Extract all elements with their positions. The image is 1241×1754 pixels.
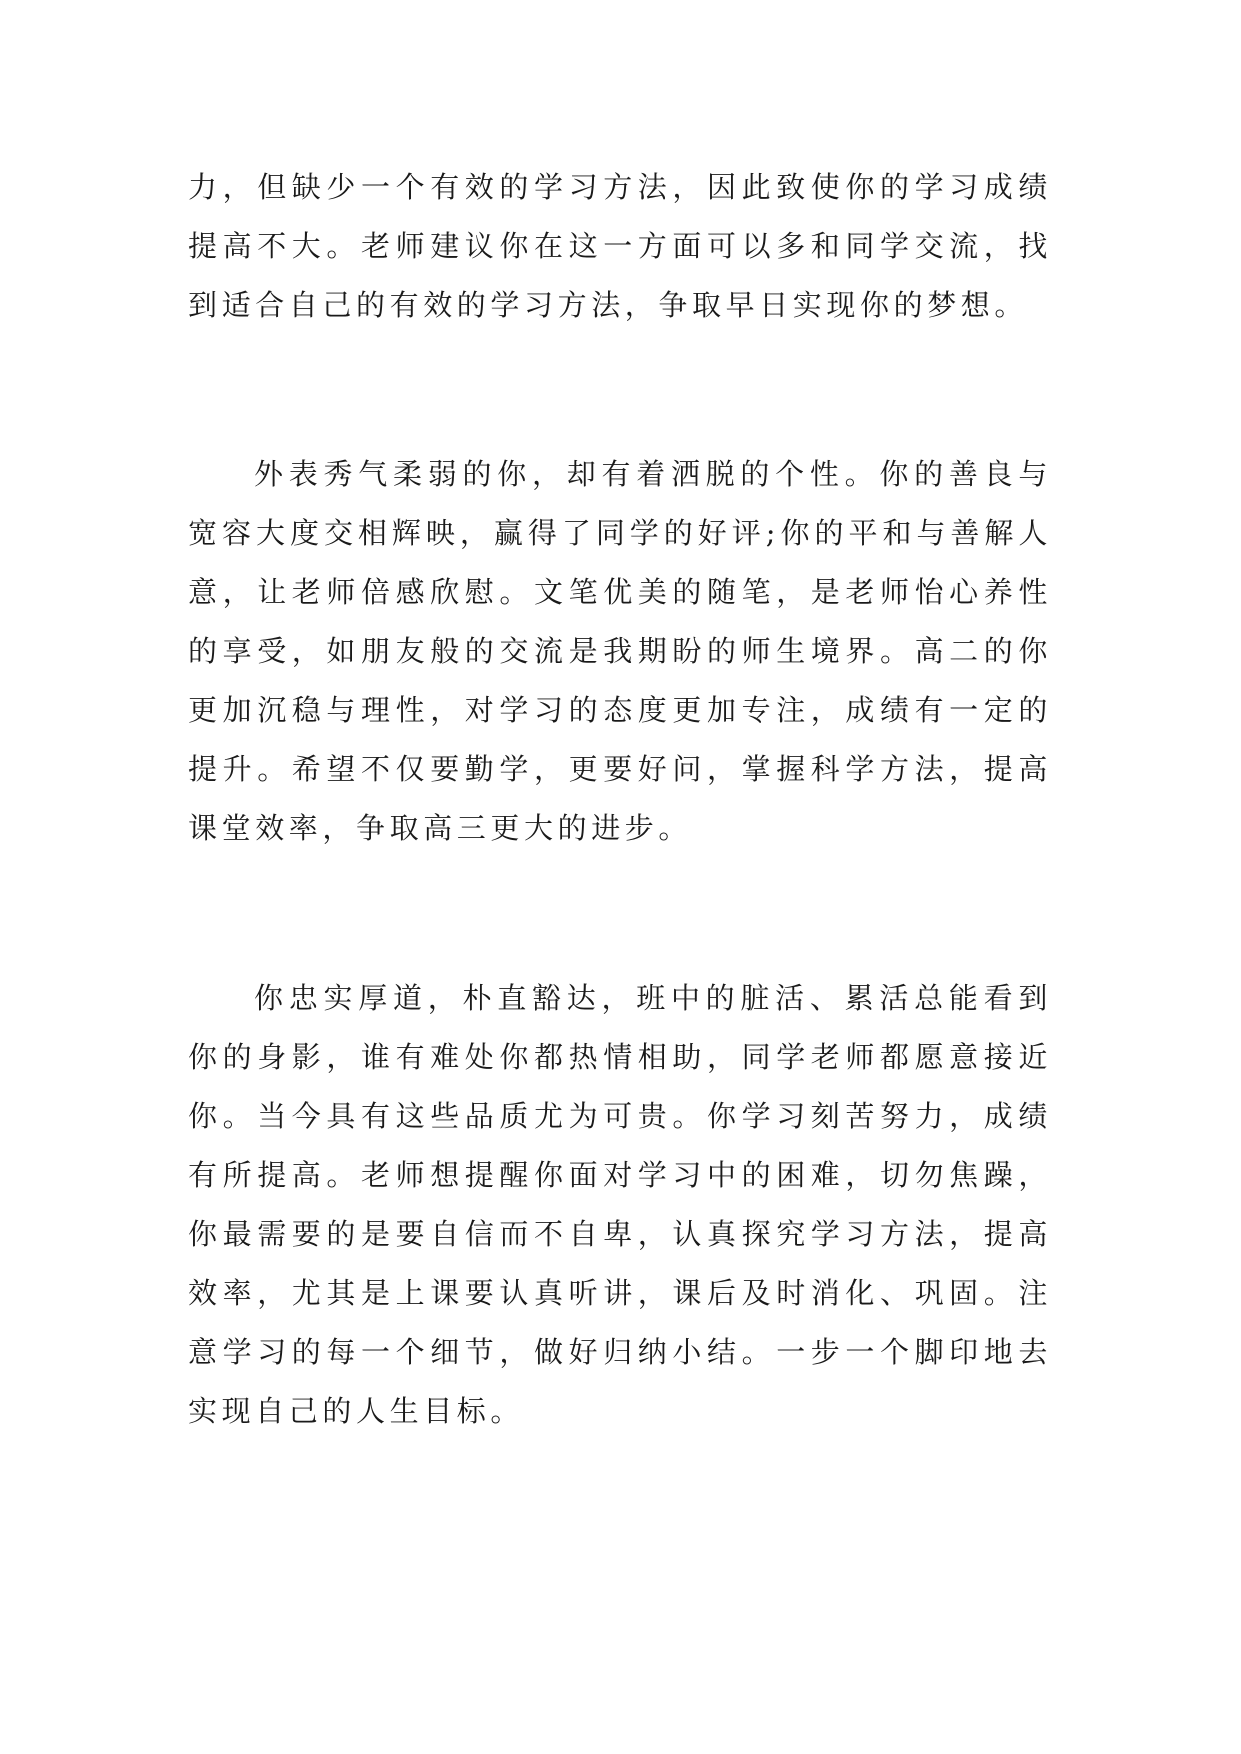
paragraph-comment-2: 外表秀气柔弱的你，却有着洒脱的个性。你的善良与宽容大度交相辉映，赢得了同学的好评;你的平和与善解人意，让老师倍感欣慰。文笔优美的随笔，是老师怡心养性的享受，如朋友般的交流是我期盼的师生境界。高二的你更加沉稳与理性，对学习的态度更加专注，成绩有一定的提升。希望不仅要勤学，更要好问，掌握科学方法，提高课堂效率，争取高三更大的进步。 bbox=[188, 457, 1052, 845]
paragraph-comment-3: 你忠实厚道，朴直豁达，班中的脏活、累活总能看到你的身影，谁有难处你都热情相助，同学老师都愿意接近你。当今具有这些品质尤为可贵。你学习刻苦努力，成绩有所提高。老师想提醒你面对学习中的困难，切勿焦躁，你最需要的是要自信而不自卑，认真探究学习方法，提高效率，尤其是上课要认真听讲，课后及时消化、巩固。注意学习的每一个细节，做好归纳小结。一步一个脚印地去实现自己的人生目标。 bbox=[188, 981, 1052, 1428]
paragraph-continuation: 力，但缺少一个有效的学习方法，因此致使你的学习成绩提高不大。老师建议你在这一方面可以多和同学交流，找到适合自己的有效的学习方法，争取早日实现你的梦想。 bbox=[188, 170, 1052, 322]
